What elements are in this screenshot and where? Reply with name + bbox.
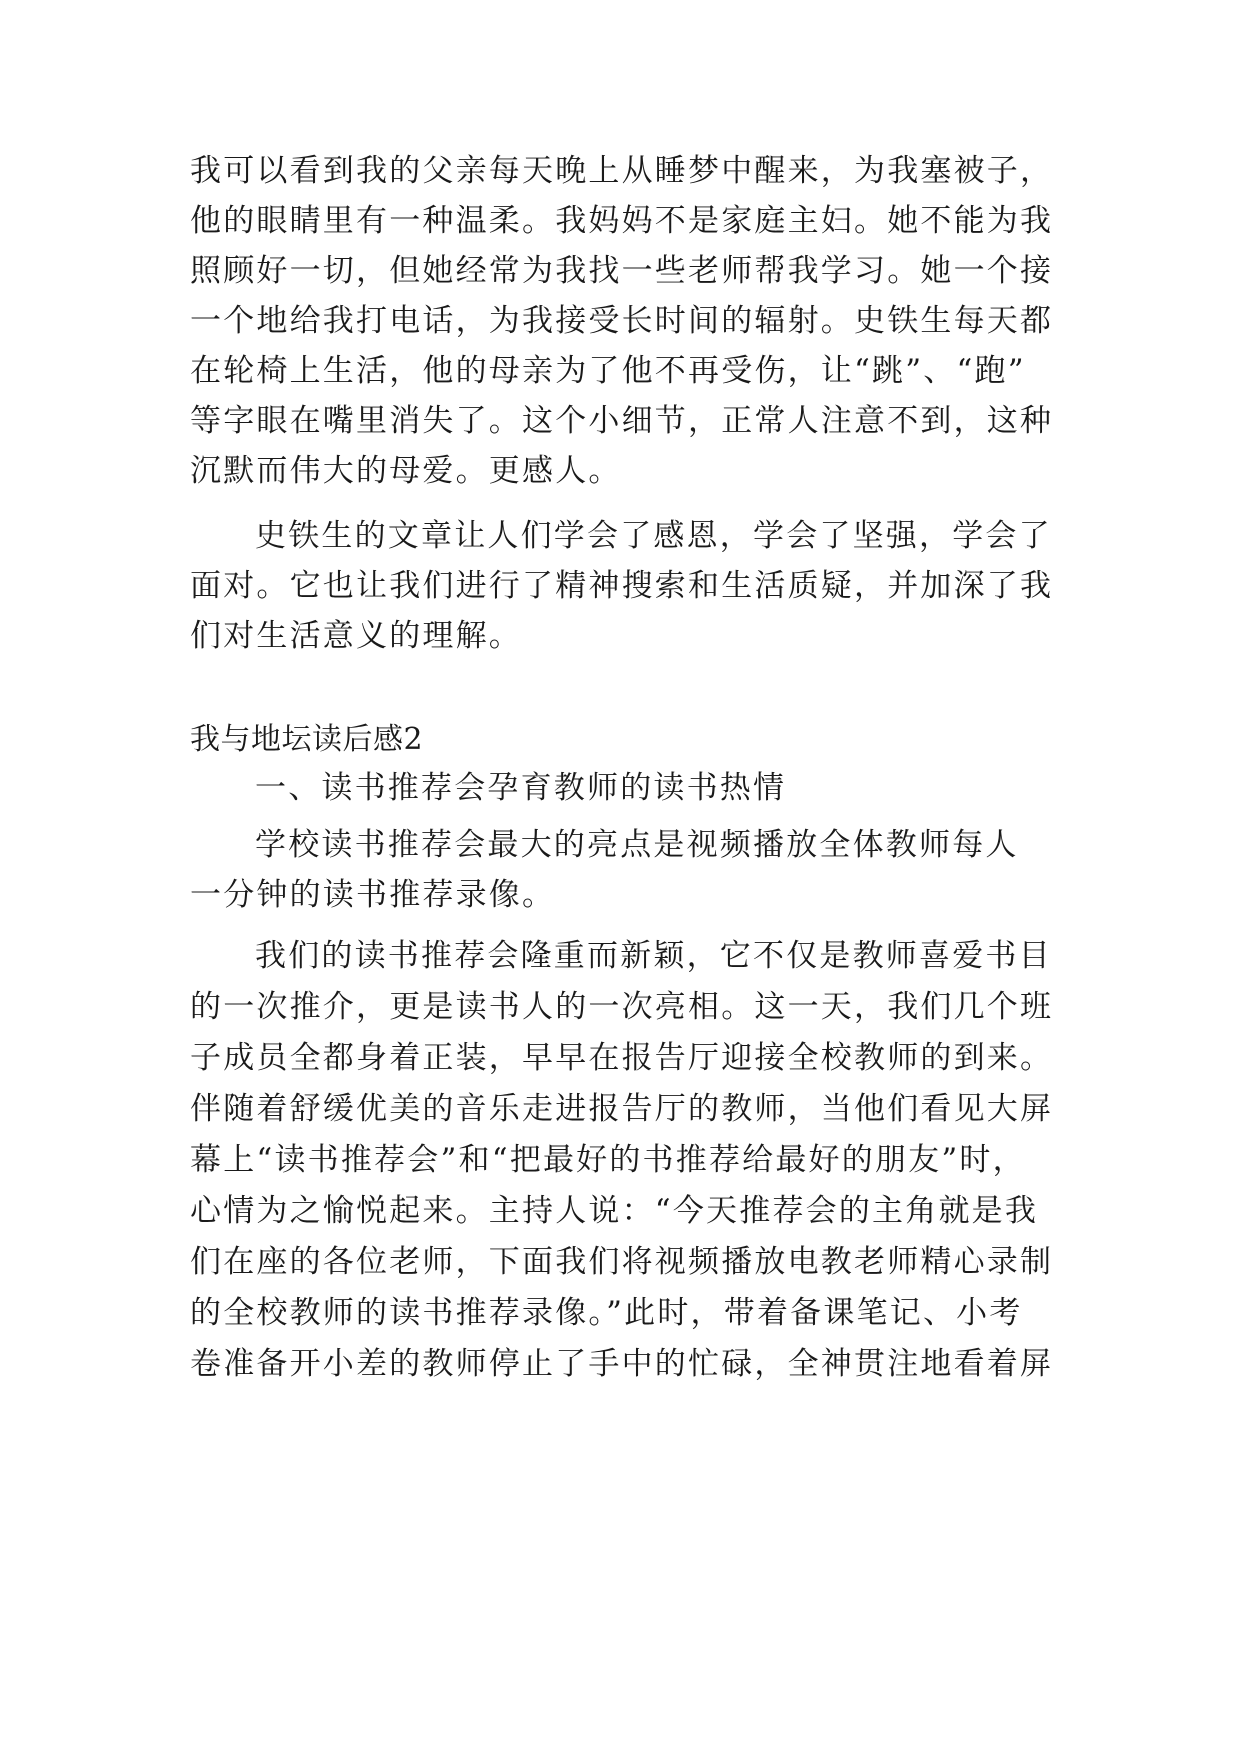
paragraph-line: 幕上“读书推荐会”和“把最好的书推荐给最好的朋友”时， bbox=[190, 1142, 1026, 1178]
subheading: 一、读书推荐会孕育教师的读书热情 bbox=[255, 770, 787, 806]
paragraph-line: 的全校教师的读书推荐录像。”此时，带着备课笔记、小考 bbox=[190, 1295, 1023, 1331]
paragraph-line: 面对。它也让我们进行了精神搜索和生活质疑，并加深了我 bbox=[190, 568, 1054, 604]
paragraph-line: 我可以看到我的父亲每天晚上从睡梦中醒来，为我塞被子， bbox=[190, 153, 1054, 189]
paragraph-line: 沉默而伟大的母爱。更感人。 bbox=[190, 453, 622, 489]
paragraph-line: 们对生活意义的理解。 bbox=[190, 618, 522, 654]
paragraph-line: 史铁生的文章让人们学会了感恩，学会了坚强，学会了 bbox=[255, 518, 1052, 554]
paragraph-line: 子成员全都身着正装，早早在报告厅迎接全校教师的到来。 bbox=[190, 1040, 1054, 1076]
paragraph-line: 在轮椅上生活，他的母亲为了他不再受伤，让“跳”、“跑” bbox=[190, 353, 1026, 389]
paragraph-line: 我们的读书推荐会隆重而新颖，它不仅是教师喜爱书目 bbox=[255, 938, 1052, 974]
paragraph-line: 们在座的各位老师，下面我们将视频播放电教老师精心录制 bbox=[190, 1244, 1054, 1280]
paragraph-line: 他的眼睛里有一种温柔。我妈妈不是家庭主妇。她不能为我 bbox=[190, 203, 1054, 239]
paragraph-line: 的一次推介，更是读书人的一次亮相。这一天，我们几个班 bbox=[190, 989, 1054, 1025]
paragraph-line: 卷准备开小差的教师停止了手中的忙碌，全神贯注地看着屏 bbox=[190, 1346, 1054, 1382]
paragraph-line: 一分钟的读书推荐录像。 bbox=[190, 877, 556, 913]
paragraph-line: 心情为之愉悦起来。主持人说：“今天推荐会的主角就是我 bbox=[190, 1193, 1039, 1229]
paragraph-line: 照顾好一切，但她经常为我找一些老师帮我学习。她一个接 bbox=[190, 253, 1054, 289]
paragraph-line: 学校读书推荐会最大的亮点是视频播放全体教师每人 bbox=[255, 827, 1019, 863]
paragraph-line: 一个地给我打电话，为我接受长时间的辐射。史铁生每天都 bbox=[190, 303, 1054, 339]
section-title: 我与地坛读后感2 bbox=[190, 722, 424, 757]
paragraph-line: 等字眼在嘴里消失了。这个小细节，正常人注意不到，这种 bbox=[190, 403, 1054, 439]
paragraph-line: 伴随着舒缓优美的音乐走进报告厅的教师，当他们看见大屏 bbox=[190, 1091, 1054, 1127]
